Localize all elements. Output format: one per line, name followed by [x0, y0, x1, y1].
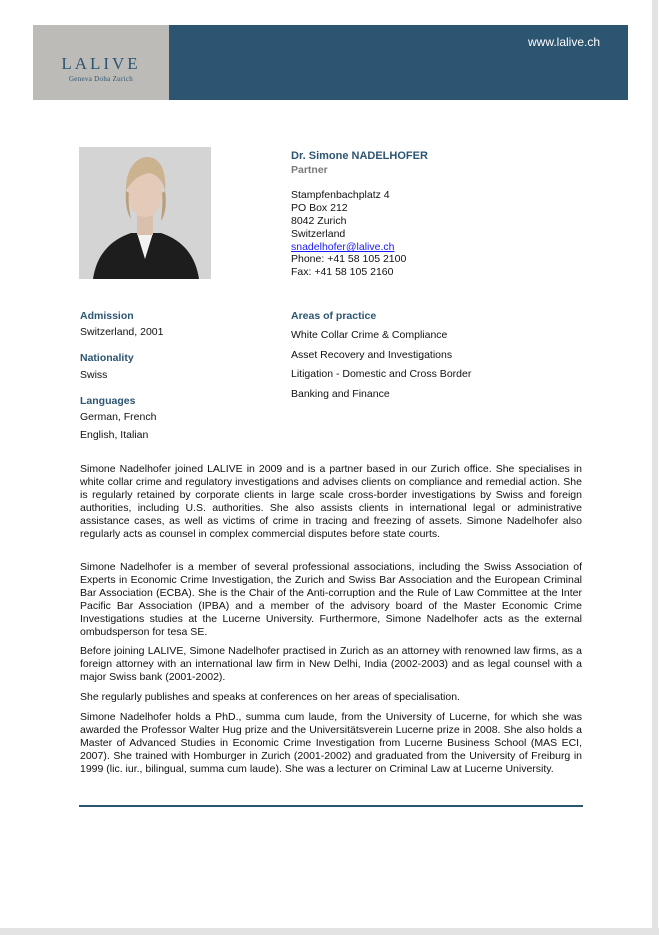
practice-item: Asset Recovery and Investigations [291, 349, 453, 361]
address-line: Stampfenbachplatz 4 [291, 189, 390, 201]
practice-item: Litigation - Domestic and Cross Border [291, 368, 472, 380]
bio-paragraph: Simone Nadelhofer is a member of several professional associations, including the Swiss Association of Experts in Economic Crime Investigation, the Zurich and Swiss Bar Association and the European Criminal Bar Association (ECBA). She is the Chair of the Anti-corruption and the Rule of Law Committee at the Inter Pacific Bar Association (IPBA) and a member of the advisory board of the Master Economic Crime Investigations studies at the Lucerne University. Furthermore, Simone Nadelhofer acts as the external ombudsperson for tesa SE. [80, 561, 582, 638]
portrait-photo [79, 147, 211, 279]
email-link[interactable]: snadelhofer@lalive.ch [291, 241, 395, 253]
bio-paragraph: Simone Nadelhofer joined LALIVE in 2009 and is a partner based in our Zurich office. She specialises in white collar crime and regulatory investigations and advises clients on compliance and remedial action. She is regularly retained by corporate clients in large scale cross-border investigations by Swiss and foreign authorities, including U.S. authorities. She also assists clients in international legal or administrative assistance cases, as well as victims of crime in tracing and freezing of assets. Simone Nadelhofer also regularly acts as counsel in complex commercial disputes before state courts. [80, 463, 582, 540]
phone-number: Phone: +41 58 105 2100 [291, 253, 407, 265]
nationality-heading: Nationality [80, 352, 134, 364]
practice-heading: Areas of practice [291, 310, 377, 322]
practice-item: White Collar Crime & Compliance [291, 329, 448, 341]
admission-value: Switzerland, 2001 [80, 326, 164, 338]
languages-value: German, French [80, 411, 157, 423]
fax-number: Fax: +41 58 105 2160 [291, 266, 394, 278]
bio-paragraph: Simone Nadelhofer holds a PhD., summa cum laude, from the University of Lucerne, for which she was awarded the Professor Walter Hug prize and the Universitätsverein Lucerne prize in 2008. She also holds a Master of Advanced Studies in Economic Crime Investigation from Lucerne Business School (MAS ECI, 2007). She trained with Homburger in Zurich (2001-2002) and graduated from the University of Freiburg in 1999 (lic. iur., bilingual, summa cum laude). She was a lecturer on Criminal Law at Lucerne University. [80, 711, 582, 775]
firm-logo [33, 25, 169, 100]
person-role: Partner [291, 164, 328, 176]
nationality-value: Swiss [80, 369, 108, 381]
address-line: Switzerland [291, 228, 346, 240]
practice-item: Banking and Finance [291, 388, 390, 400]
person-name: Dr. Simone NADELHOFER [291, 150, 428, 162]
languages-heading: Languages [80, 395, 136, 407]
footer-divider [79, 805, 583, 807]
bio-paragraph: She regularly publishes and speaks at conferences on her areas of specialisation. [80, 691, 460, 703]
languages-value: English, Italian [80, 429, 149, 441]
address-line: 8042 Zurich [291, 215, 347, 227]
page-edge-shadow [652, 0, 658, 935]
bio-paragraph: Before joining LALIVE, Simone Nadelhofer practised in Zurich as an attorney with renowned law firms, as a foreign attorney with an international law firm in New Delhi, India (2002-2003) and as legal counsel with a major Swiss bank (2001-2002). [80, 645, 582, 683]
logo-locations: Geneva Doha Zurich [68, 75, 134, 83]
address-line: PO Box 212 [291, 202, 348, 214]
portrait-image [79, 147, 211, 279]
admission-heading: Admission [80, 310, 134, 322]
page-bottom-shadow [0, 928, 659, 935]
website-link[interactable]: www.lalive.ch [528, 35, 601, 49]
logo-wordmark: LALIVE [61, 54, 141, 73]
